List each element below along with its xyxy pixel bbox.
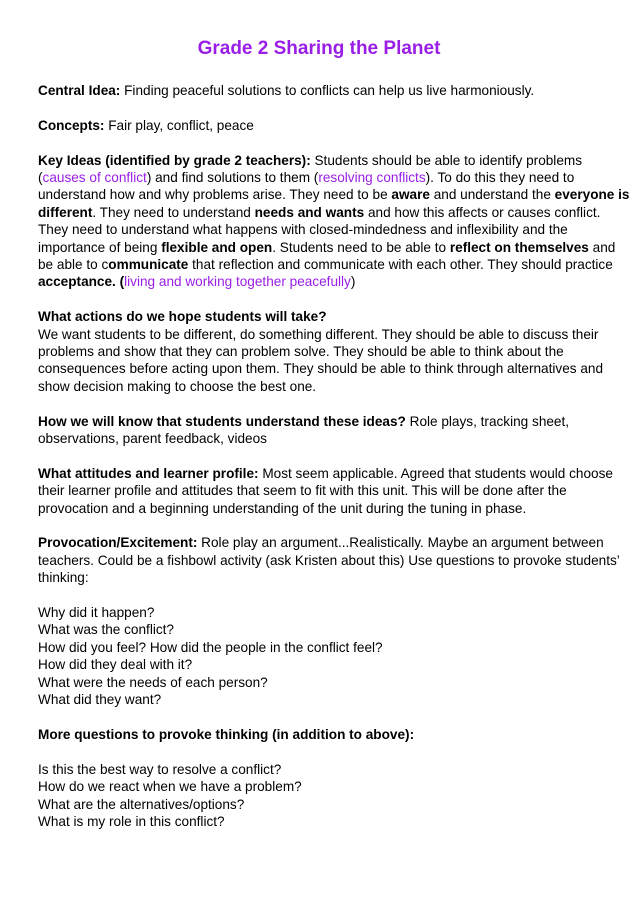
text-run: and how this affects or causes conflict. xyxy=(364,204,601,220)
central-idea-text: Finding peaceful solutions to conflicts can help us live harmoniously. xyxy=(120,83,535,98)
text-run: ). To do this they need to xyxy=(425,170,575,185)
question-item: What were the needs of each person? xyxy=(38,674,268,690)
concepts xyxy=(38,117,606,134)
provocation-line: teachers. Could be a fishbowl activity (ask Kristen about this) Use questions to provoke students’ xyxy=(38,552,620,568)
text-run: ( xyxy=(38,170,43,185)
text-run: and xyxy=(588,239,616,255)
provocation-line: thinking: xyxy=(38,570,89,586)
question-item: What did they want? xyxy=(38,692,162,708)
attitudes-label: What attitudes and learner profile: xyxy=(38,465,259,481)
central-idea-label: Central Idea: xyxy=(38,83,121,98)
provocation-label: Provocation/Excitement: xyxy=(38,535,198,551)
highlight-phrase: causes of conflict xyxy=(42,170,147,185)
text-run: understand how and why problems arise. They need to be xyxy=(38,187,392,203)
attitudes-line: provocation and a beginning understanding of the unit during the tuning in phase. xyxy=(38,500,527,516)
key-ideas-line xyxy=(38,169,606,186)
bold-phrase: reflect on themselves xyxy=(449,239,589,255)
question-item: How did you feel? How did the people in the conflict feel? xyxy=(38,639,383,655)
attitudes-line: their learner profile and attitudes that seem to fit with this unit. This will be done after the xyxy=(38,483,567,499)
more-question-item: How do we react when we have a problem? xyxy=(38,779,302,795)
bold-phrase: aware xyxy=(391,187,430,203)
attitudes-text: Most seem applicable. Agreed that students would choose xyxy=(258,465,613,481)
page-title: Grade 2 Sharing the Planet xyxy=(197,38,441,59)
text-run: importance of being xyxy=(38,239,162,255)
text-run: . They need to understand xyxy=(92,204,255,220)
actions-line: show decision making to choose the best one. xyxy=(38,378,317,394)
highlight-phrase: resolving conflicts xyxy=(318,170,426,185)
actions-section xyxy=(38,308,606,395)
text-run: be able to c xyxy=(38,257,109,273)
text-run: Students should be able to identify problems xyxy=(310,152,583,168)
key-ideas-line xyxy=(38,152,606,169)
text-run: ) xyxy=(350,274,356,290)
text-run: that reflection and communicate with each other. They should practice xyxy=(188,257,613,273)
highlight-phrase: living and working together peacefully xyxy=(124,274,351,290)
more-question-item: What is my role in this conflict? xyxy=(38,813,225,829)
central-idea xyxy=(38,82,606,99)
actions-line: problems and show that they can problem solve. They should be able to think about the xyxy=(38,344,564,360)
bold-phrase: needs and wants xyxy=(254,204,365,220)
attitudes-section xyxy=(38,465,613,517)
more-question-item: Is this the best way to resolve a conflict? xyxy=(38,761,282,777)
more-question-item: What are the alternatives/options? xyxy=(38,796,245,812)
bold-phrase: ommunicate xyxy=(108,257,189,273)
more-questions-heading: More questions to provoke thinking (in addition to above): xyxy=(38,726,415,742)
key-ideas-line xyxy=(38,239,616,256)
question-item: What was the conflict? xyxy=(38,622,174,638)
provocation-text: Role play an argument...Realistically. Maybe an argument between xyxy=(197,535,604,551)
concepts-text: Fair play, conflict, peace xyxy=(104,117,254,133)
assessment-line: observations, parent feedback, videos xyxy=(38,431,267,447)
concepts-label: Concepts: xyxy=(38,117,105,133)
bold-phrase: Key Ideas (identified by grade 2 teachers): xyxy=(38,152,311,168)
key-ideas xyxy=(38,152,630,291)
key-ideas-line xyxy=(38,186,630,203)
key-ideas-line xyxy=(38,204,606,221)
actions-line: consequences before acting upon them. They should be able to think through alternatives and xyxy=(38,361,604,377)
text-run: . Students need to be able to xyxy=(272,239,450,255)
key-ideas-line xyxy=(38,221,606,238)
bold-phrase: everyone is xyxy=(554,187,630,203)
assessment-section xyxy=(38,413,606,448)
bold-phrase: acceptance. ( xyxy=(38,274,125,290)
text-run: ) and find solutions to them ( xyxy=(146,170,319,185)
key-ideas-line xyxy=(38,256,613,273)
more-question-list xyxy=(38,761,606,831)
assessment-label: How we will know that students understand these ideas? xyxy=(38,413,406,429)
assessment-text: Role plays, tracking sheet, xyxy=(405,413,570,429)
question-list xyxy=(38,604,606,708)
key-ideas-line xyxy=(38,273,606,290)
bold-phrase: different xyxy=(38,204,93,220)
bold-phrase: flexible and open xyxy=(161,239,273,255)
question-item: Why did it happen? xyxy=(38,605,155,621)
question-item: How did they deal with it? xyxy=(38,657,193,673)
text-run: They need to understand what happens with closed-mindedness and inflexibility and the xyxy=(38,222,568,238)
text-run: and understand the xyxy=(429,187,555,203)
provocation-section xyxy=(38,534,620,586)
actions-line: We want students to be different, do something different. They should be able to discuss their xyxy=(38,326,599,342)
document-body xyxy=(38,82,630,848)
actions-heading: What actions do we hope students will take? xyxy=(38,309,327,325)
